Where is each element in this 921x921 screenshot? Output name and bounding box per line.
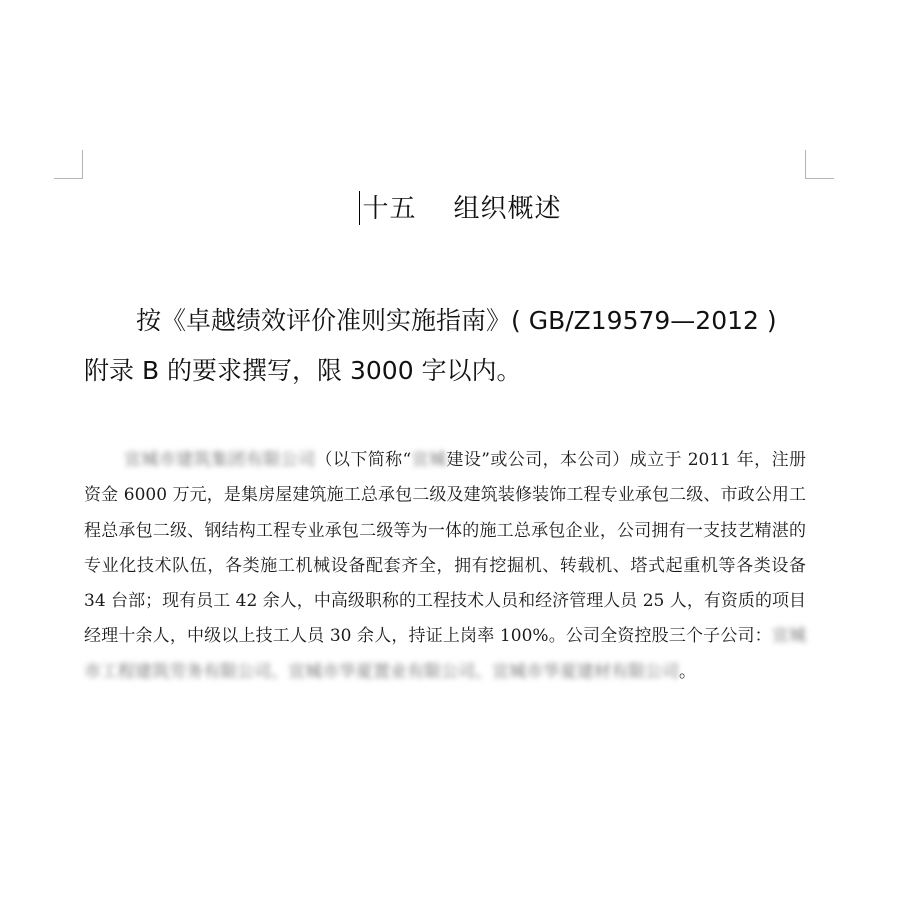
body-text-part2: 建设”或公司，本公司）成立于 2011 年，注册资金 6000 万元，是集房屋建筑施工总承包二级及建筑装修装饰工程专业承包二级、市政公用工程总承包二级、钢结构工程专业承包二级等为一体的施工总承包企业，公司拥有一支技艺精湛的专业化技术队伍，各类施工机械设备配套齐全，拥有挖掘机、转载机、塔式起重机等各类设备 34 台部；现有员工 42 余人，中高级职称的工程技术人员和经济管理人员 25 人，有资质的项目经理十余人，中级以上技工人员 30 余人，持证上岗率 100%。公司全资控股三个子公司： (84, 450, 806, 647)
redacted-company-name: 宣城市建筑集团有限公司 (124, 450, 316, 470)
redacted-subsidiaries: 宣城市工程建筑劳务有限公司、宣城市华夏置业有限公司、宣城市华夏建材有限公司 (84, 626, 806, 682)
page-corner-mark-right (805, 150, 834, 179)
redacted-short-name: 宣城 (411, 450, 447, 470)
text-cursor (359, 191, 360, 225)
heading-block (0, 188, 921, 225)
page-corner-mark-left (54, 150, 83, 179)
body-text-part3: 。 (679, 661, 696, 682)
body-paragraph[interactable] (84, 443, 806, 690)
body-text-part1: （以下简称“ (315, 450, 412, 470)
section-title[interactable]: 十五 组织概述 (362, 194, 562, 224)
instruction-paragraph[interactable]: 按《卓越绩效评价准则实施指南》( GB/Z19579—2012 ) 附录 B 的要求撰写，限 3000 字以内。 (84, 306, 777, 385)
